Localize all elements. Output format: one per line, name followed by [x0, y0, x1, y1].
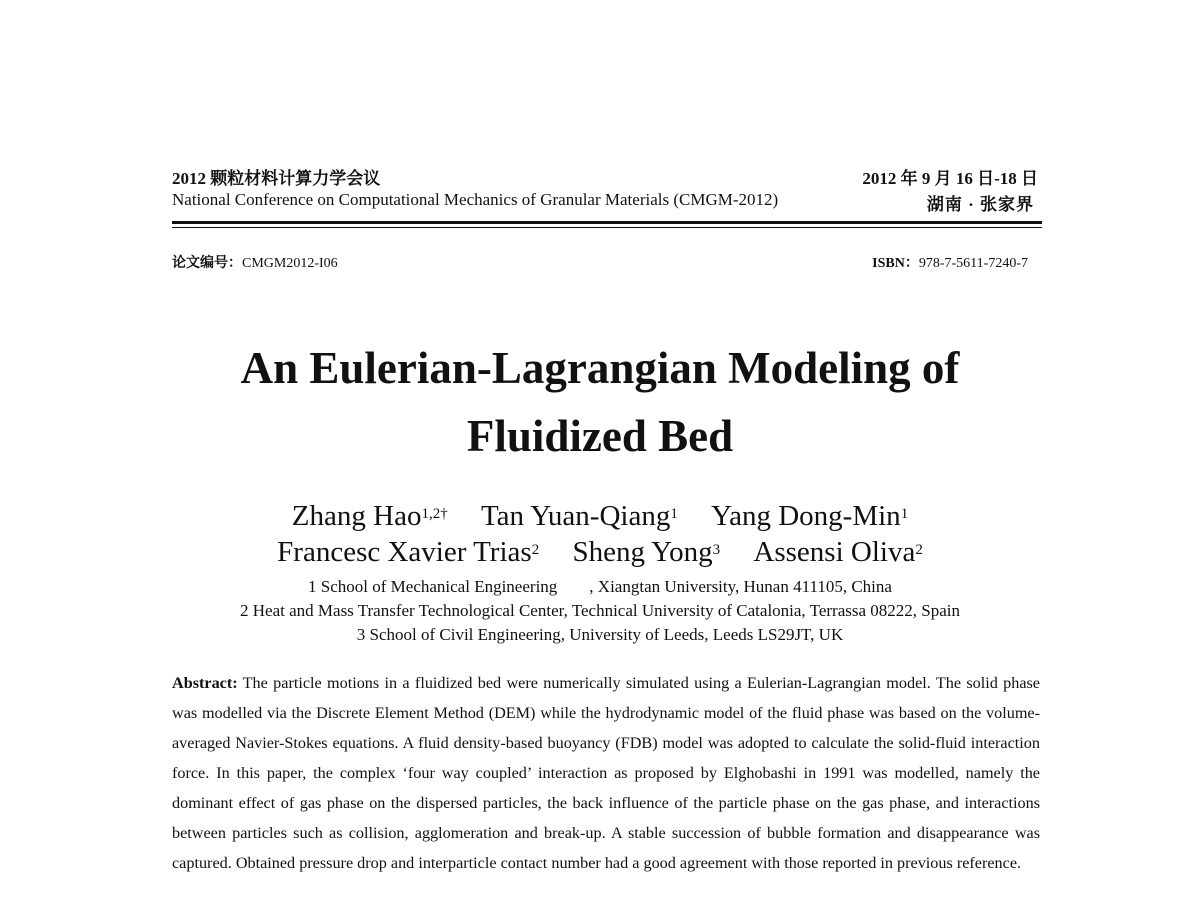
isbn — [872, 252, 1028, 272]
abstract-text: The particle motions in a fluidized bed were numerically simulated using a Eulerian-Lagrangian model. The solid phase was modelled via the Discrete Element Method (DEM) while the hydrodynamic model of the fluid phase was based on the volume-averaged Navier-Stokes equations. A fluid density-based buoyancy (FDB) model was adopted to calculate the solid-fluid interaction force. In this paper, the complex ‘four way coupled’ interaction as proposed by Elghobashi in 1991 was modelled, namely the dominant effect of gas phase on the dispersed particles, the back influence of the particle phase on the gas phase, and interactions between particles such as collision, agglomeration and break-up. A stable succession of bubble formation and disappearance was captured. Obtained pressure drop and interparticle contact number had a good agreement with those reported in previous reference. — [172, 674, 1040, 872]
author-row-1 — [0, 498, 1200, 534]
paper-number — [172, 252, 338, 272]
header-rule-thick — [172, 221, 1042, 224]
author: Assensi Oliva$^2$ — [753, 536, 923, 568]
isbn-value: 978-7-5611-7240-7 — [918, 256, 1028, 271]
author: Yang Dong-Min$^1$ — [711, 500, 909, 532]
affiliations — [0, 575, 1200, 647]
affiliation-2: 2 Heat and Mass Transfer Technological Center, Technical University of Catalonia, Terrassa 08222, Spain — [240, 601, 960, 620]
paper-title-line1: An Eulerian-Lagrangian Modeling of — [240, 343, 960, 393]
conference-date: 2012 年 9 月 16 日-18 日 — [862, 169, 1038, 188]
affiliation-1: 1 School of Mechanical Engineering , Xiangtan University, Hunan 411105, China — [308, 577, 892, 596]
conference-location: 湖南 · 张家界 — [926, 195, 1034, 214]
isbn-label: ISBN： — [872, 256, 919, 271]
header-rule-thin — [172, 227, 1042, 228]
paper-number-label: 论文编号： — [172, 256, 242, 271]
author-row-2 — [0, 534, 1200, 570]
paper-title-line2: Fluidized Bed — [466, 411, 734, 461]
conference-name-en: National Conference on Computational Mechanics of Granular Materials (CMGM-2012) — [172, 190, 779, 209]
conference-name-cn: 2012 颗粒材料计算力学会议 — [172, 169, 381, 188]
author-list — [0, 498, 1200, 570]
author: Francesc Xavier Trias$^2$ — [277, 536, 540, 568]
author: Sheng Yong$^3$ — [572, 536, 721, 568]
abstract — [172, 668, 1040, 878]
paper-number-value: CMGM2012-I06 — [242, 256, 338, 271]
abstract-label: Abstract: — [172, 674, 238, 692]
paper-title — [0, 334, 1200, 470]
author: Tan Yuan-Qiang$^1$ — [480, 500, 678, 532]
author: Zhang Hao$^{1,2\dagger}$ — [291, 500, 448, 532]
affiliation-3: 3 School of Civil Engineering, University of Leeds, Leeds LS29JT, UK — [356, 625, 844, 644]
